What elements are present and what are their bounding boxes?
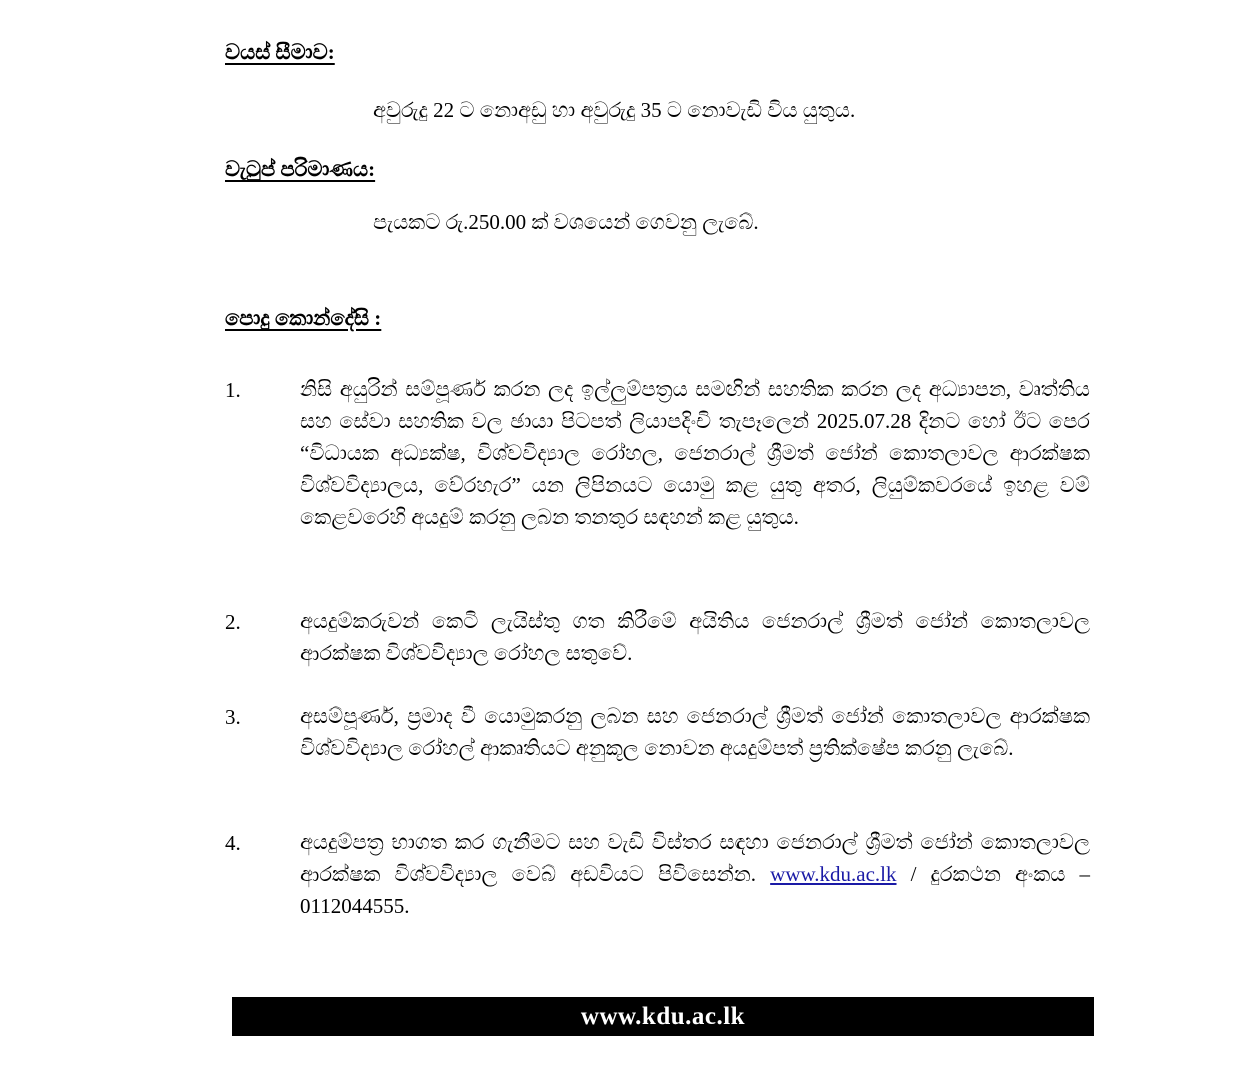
general-conditions-heading: පොදු කොන්දේසි :: [225, 306, 382, 330]
phone-number-text: / දුරකථන අංකය – 0112044555.: [300, 862, 1090, 918]
condition-number-1: 1.: [225, 378, 241, 402]
condition-text-2: අයදුම්කරුවන් කෙටි ලැයිස්තු ගත කිරීමේ අයිතිය ජෙනරාල් ශ්‍රීමත් ජෝන් කොතලාවල ආරක්ෂක විශ්වවිද්‍යාල රෝහල සතුවේ.: [300, 609, 1090, 665]
condition-number-4: 4.: [225, 831, 241, 855]
condition-number-3: 3.: [225, 705, 241, 729]
condition-text-1: නිසි අයුරින් සම්පූර්ණ කරන ලද ඉල්ලුම්පත්‍රය සමඟින් සහතික කරන ලද අධ්‍යාපන, වෘත්තිය සහ සේවා සහතික වල ඡායා පිටපත් ලියාපදිංචි තැපෑලෙන් 2025.07.28 දිනට හෝ ඊට පෙර “විධායක අධ්‍යක්ෂ, විශ්වවිද්‍යාල රෝහල, ජෙනරාල් ශ්‍රීමත් ජෝන් කොතලාවල ආරක්ෂක විශ්වවිද්‍යාලය, වේරහැර” යන ලිපිනයට යොමු කළ යුතු අතර, ලියුම්කවරයේ ඉහළ වම් කෙළවරෙහි අයදුම් කරනු ලබන තනතුර සඳහන් කළ යුතුය.: [300, 377, 1090, 529]
condition-text-4: අයදුම්පත්‍ර භාගත කර ගැනීමට සහ වැඩි විස්තර සඳහා ජෙනරාල් ශ්‍රීමත් ජෝන් කොතලාවල ආරක්ෂක විශ්වවිද්‍යාල වෙබ් අඩවියට පිවිසෙන්න.: [300, 830, 1090, 886]
age-limit-heading: වයස් සීමාව:: [225, 40, 335, 64]
salary-text: පැයකට රු.250.00 ක් වශයෙන් ගෙවනු ලැබේ.: [373, 210, 759, 234]
salary-heading: වැටුප් පරිමාණය:: [225, 157, 376, 181]
age-limit-text: අවුරුදු 22 ට නොඅඩු හා අවුරුදු 35 ට නොවැඩි විය යුතුය.: [373, 98, 856, 122]
condition-number-2: 2.: [225, 610, 241, 634]
condition-text-3: අසම්පූර්ණ, ප්‍රමාද වී යොමුකරනු ලබන සහ ජෙනරාල් ශ්‍රීමත් ජෝන් කොතලාවල ආරක්ෂක විශ්වවිද්‍යාල රෝහල් ආකෘතියට අනුකූල නොවන අයදුම්පත් ප්‍රතික්ෂේප කරනු ලැබේ.: [300, 704, 1090, 760]
footer-bar: [232, 997, 1094, 1036]
condition-item-4: [300, 826, 1090, 922]
footer-website-text: www.kdu.ac.lk: [580, 1002, 746, 1030]
kdu-website-link[interactable]: www.kdu.ac.lk: [770, 862, 897, 886]
